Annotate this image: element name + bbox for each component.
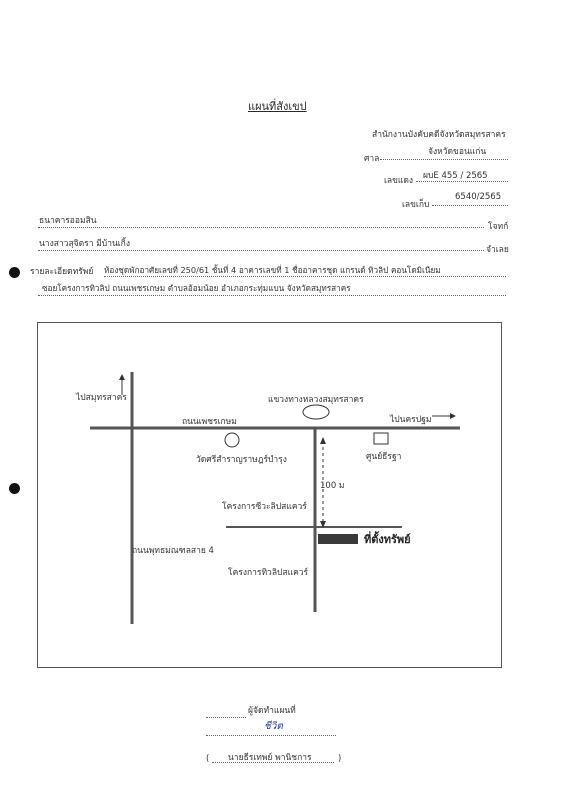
property-line1: ห้องชุดพักอาศัยเลขที่ 250/61 ชั้นที่ 4 อาคารเลขที่ 1 ชื่ออาคารชุด แกรนด์ ทิวลิป คอนโดมิเนียม xyxy=(104,265,441,275)
center-icon xyxy=(374,433,388,444)
page-title: แผนที่สังเขป xyxy=(248,100,307,113)
label-project-upper: โครงการซีวะลิปสแควร์ xyxy=(222,502,307,512)
court-value: จังหวัดขอนแก่น xyxy=(428,147,487,157)
defendant-role: จำเลย xyxy=(486,245,509,255)
label-phetkasem-road: ถนนเพชรเกษม xyxy=(182,417,237,427)
file-no-label: เลขเก็บ xyxy=(402,200,430,210)
signature: ชีวิต xyxy=(264,721,283,732)
property-label: รายละเอียดทรัพย์ xyxy=(30,267,94,277)
file-no-value: 6540/2565 xyxy=(455,192,502,202)
black-no-value: ผบE 455 / 2565 xyxy=(423,171,488,181)
label-distance: 100 ม xyxy=(320,481,345,491)
paren-open: ( xyxy=(206,754,210,764)
map-maker-name-dotline xyxy=(212,762,334,763)
map-maker-label: ผู้จัดทำแผนที่ xyxy=(248,706,296,716)
defendant-name: นางสาวสุจิตรา มีบ้านเกิ้ง xyxy=(39,239,130,249)
plaintiff-role: โจทก์ xyxy=(488,222,509,232)
map-maker-name: นายธีรเทพย์ พานิชการ xyxy=(228,753,312,763)
label-district-office: แขวงทางหลวงสมุทรสาคร xyxy=(268,395,364,405)
paren-close: ) xyxy=(338,754,342,764)
distance-arrow-top xyxy=(320,437,326,444)
label-project-lower: โครงการทิวลิปสแควร์ xyxy=(228,568,309,578)
map-maker-dotline xyxy=(206,717,246,718)
office-name: สำนักงานบังคับคดีจังหวัดสมุทรสาคร xyxy=(372,130,506,140)
plaintiff-name: ธนาคารออมสิน xyxy=(39,216,97,226)
signature-dotline xyxy=(206,735,336,736)
court-label: ศาล xyxy=(364,154,380,164)
label-property: ที่ตั้งทรัพย์ xyxy=(364,533,411,546)
property-line2: ซอยโครงการทิวลิป ถนนเพชรเกษม ตำบลอ้อมน้อย อำเภอกระทุ่มแบน จังหวัดสมุทรสาคร xyxy=(42,283,351,293)
temple-icon xyxy=(225,433,239,447)
label-to-samutsakhon: ไปสมุทรสาคร xyxy=(76,393,127,403)
property-marker xyxy=(318,534,358,544)
black-no-label: เลขแดง xyxy=(384,176,414,186)
label-center: ศูนย์ธีรฐา xyxy=(366,452,402,462)
label-bangpong-road: ถนนพุทธมณฑลสาย 4 xyxy=(132,546,214,556)
label-temple: วัดศรีสำราญราษฎร์บำรุง xyxy=(196,455,287,465)
label-to-nakhonpathom: ไปนครปฐม xyxy=(390,415,432,425)
district-office-icon xyxy=(303,405,329,419)
